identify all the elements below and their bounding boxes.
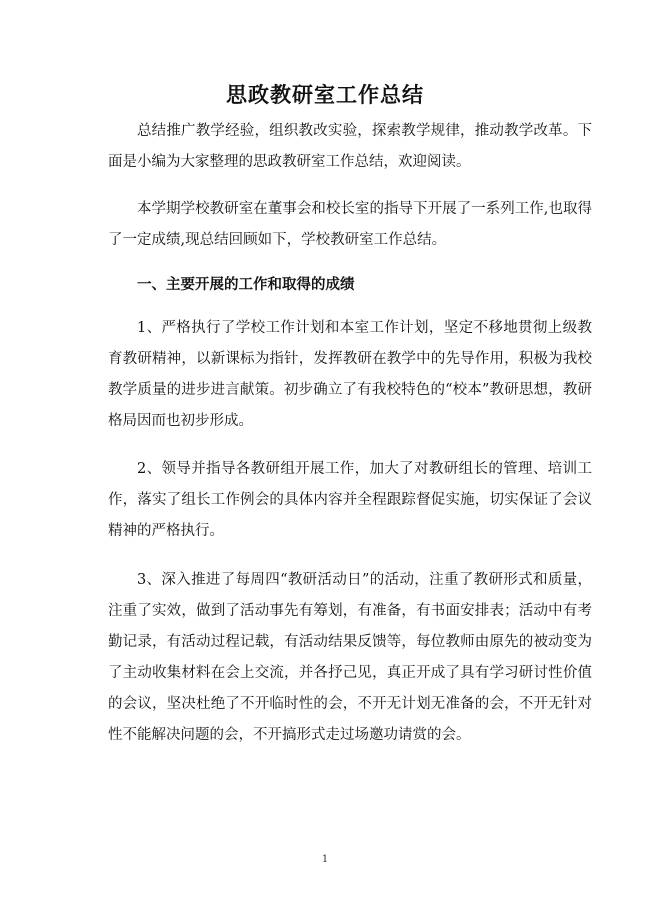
work-item-1: 1、严格执行了学校工作计划和本室工作计划，坚定不移地贯彻上级教育教研精神，以新课标为指针，发挥教研在教学中的先导作用，积极为我校教学质量的进步进言献策。初步确立了有我校特色的“校本”教研思想，教研格局因而也初步形成。 — [108, 320, 592, 429]
work-item-2: 2、领导并指导各教研组开展工作，加大了对教研组长的管理、培训工作，落实了组长工作例会的具体内容并全程跟踪督促实施，切实保证了会议精神的严格执行。 — [108, 461, 592, 539]
page-number: 1 — [321, 854, 329, 865]
work-item-3: 3、深入推进了每周四“教研活动日”的活动，注重了教研形式和质量，注重了实效，做到了活动事先有筹划，有准备，有书面安排表；活动中有考勤记录，有活动过程记载，有活动结果反馈等，每位教师由原先的被动变为了主动收集材料在会上交流，并各抒己见，真正开成了具有学习研讨性价值的会议，坚决杜绝了不开临时性的会，不开无计划无准备的会，不开无针对性不能解决问题的会，不开搞形式走过场邀功请赏的会。 — [108, 572, 592, 743]
section-heading: 一、主要开展的工作和取得的成绩 — [137, 277, 355, 293]
document-title: 思政教研室工作总结 — [226, 83, 424, 107]
opening-paragraph: 本学期学校教研室在董事会和校长室的指导下开展了一系列工作,也取得了一定成绩,现总结回顾如下，学校教研室工作总结。 — [108, 201, 592, 248]
intro-paragraph: 总结推广教学经验，组织教改实验，探索教学规律，推动教学改革。下面是小编为大家整理的思政教研室工作总结，欢迎阅读。 — [108, 123, 592, 170]
